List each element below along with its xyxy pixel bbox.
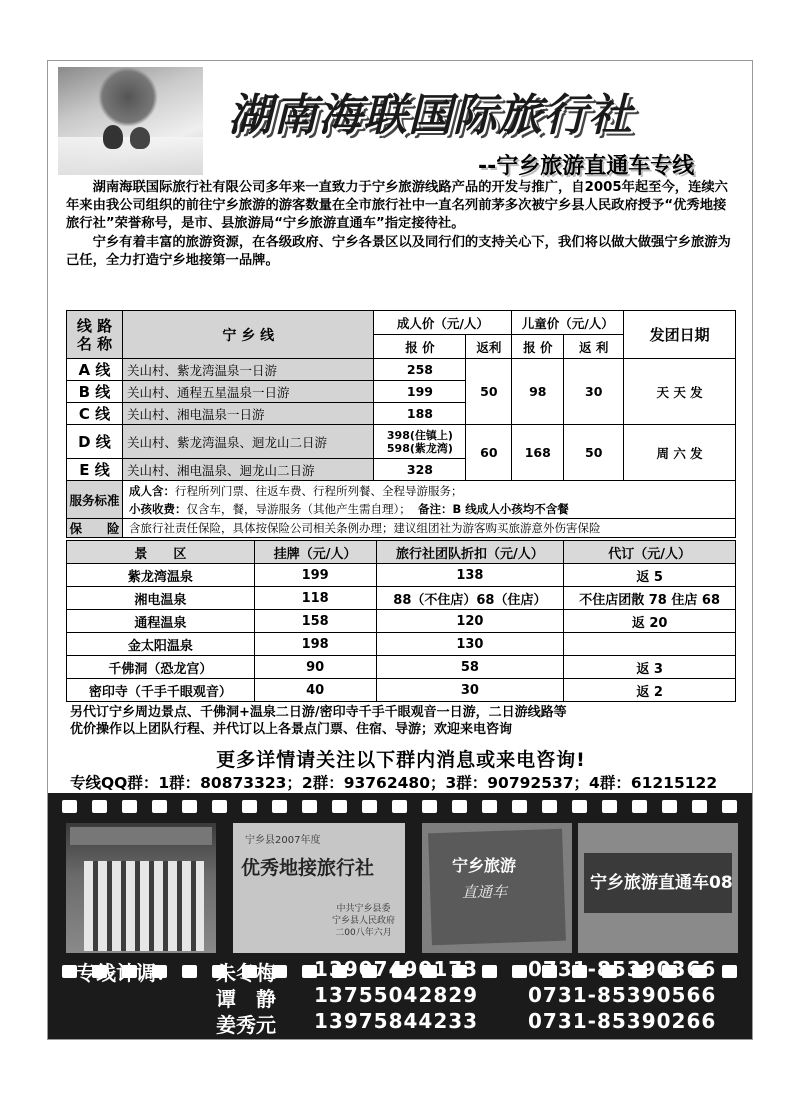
list-price: 118 (254, 587, 376, 610)
group-discount: 30 (376, 679, 564, 702)
group-photo (66, 823, 216, 953)
column-header: 旅行社团队折扣（元/人） (376, 541, 564, 564)
spot-name: 紫龙湾温泉 (67, 564, 255, 587)
table-row (67, 679, 736, 702)
flag-photo (422, 823, 572, 953)
banner-shape (70, 827, 212, 845)
route-name: C 线 (67, 403, 123, 425)
route-description: 关山村、通程五星温泉一日游 (122, 381, 374, 403)
scenic-spot-table (66, 540, 736, 702)
route-name: B 线 (67, 381, 123, 403)
list-price: 198 (254, 633, 376, 656)
group1-child-rebate: 30 (564, 359, 624, 425)
agency-subtitle: --宁乡旅游直通车专线 (478, 154, 695, 179)
flag-text-1: 宁乡旅游 (452, 856, 517, 875)
group2-child-rebate: 50 (564, 425, 624, 481)
group-discount: 138 (376, 564, 564, 587)
booking-rebate: 返 5 (564, 564, 736, 587)
agency-title: 湖南海联国际旅行社 (228, 90, 633, 141)
photo-filmstrip (48, 793, 753, 1040)
booking-rebate (564, 633, 736, 656)
group2-depart: 周 六 发 (624, 425, 736, 481)
route-description: 关山村、紫龙湾温泉一日游 (122, 359, 374, 381)
spot-name: 密印寺（千手千眼观音） (67, 679, 255, 702)
spot-name: 通程温泉 (67, 610, 255, 633)
service-standard-label: 服务标准 (67, 481, 123, 519)
group2-adult-rebate: 60 (466, 425, 512, 481)
list-price: 199 (254, 564, 376, 587)
route-adult-price (374, 425, 466, 459)
price-option-2: 598(紫龙湾) (386, 441, 453, 455)
certificate-signer-1: 中共宁乡县委 (336, 904, 391, 914)
booking-rebate: 返 2 (564, 679, 736, 702)
note-line-2: 优价操作以上团队行程、并代订以上各景点门票、住宿、导游；欢迎来电咨询 (70, 722, 513, 737)
booking-rebate: 返 3 (564, 656, 736, 679)
spot-name: 千佛洞（恐龙宫） (67, 656, 255, 679)
contact-phone: 0731-85390366 (528, 957, 717, 981)
intro-text (66, 179, 736, 270)
route-name: E 线 (67, 459, 123, 481)
qq-group-line: 专线QQ群：1群：80873323；2群：93762480；3群：90792537；4群：61215122 (70, 774, 718, 792)
route-name-header: 线 路 名 称 (67, 311, 123, 359)
flag-text-2: 直通车 (462, 883, 508, 901)
route-adult-price: 188 (374, 403, 466, 425)
contact-name: 谭 静 (216, 987, 276, 1011)
group-discount: 88（不住店）68（住店） (376, 587, 564, 610)
film-perforations-top (62, 800, 752, 814)
booking-rebate: 返 20 (564, 610, 736, 633)
group-discount: 58 (376, 656, 564, 679)
list-price: 158 (254, 610, 376, 633)
group-discount: 120 (376, 610, 564, 633)
adult-price-header: 成人价（元/人） (374, 311, 512, 335)
child-rebate-subheader: 返 利 (564, 335, 624, 359)
service-note-label: 备注： (418, 501, 453, 516)
table-row (67, 633, 736, 656)
intro-paragraph-1: 湖南海联国际旅行社有限公司多年来一直致力于宁乡旅游线路产品的开发与推广，自2005年起至今，连续六年来由我公司组织的前往宁乡旅游的游客数量在全市旅行社中一直名列前茅多次被宁乡县人民政府授予“优秀地接旅行社”荣誉称号，是市、县旅游局“宁乡旅游直通车”指定接待社。 (66, 180, 728, 232)
list-price: 40 (254, 679, 376, 702)
certificate-signer-2: 宁乡县人民政府 (331, 916, 395, 926)
contact-mobile: 13755042829 (314, 983, 479, 1007)
hot-spring-photo (58, 67, 203, 175)
table-row (67, 587, 736, 610)
list-price: 90 (254, 656, 376, 679)
person-shape (103, 125, 123, 149)
route-description: 关山村、湘电温泉、迴龙山二日游 (122, 459, 374, 481)
insurance-text: 含旅行社责任保险，具体按保险公司相关条例办理；建议组团社为游客购买旅游意外伤害保险 (122, 519, 735, 538)
group-discount: 130 (376, 633, 564, 656)
table-row (67, 610, 736, 633)
spot-name: 湘电温泉 (67, 587, 255, 610)
route-price-table (66, 310, 736, 538)
service-standard-text (122, 481, 735, 519)
route-description: 关山村、紫龙湾温泉、迴龙山二日游 (122, 425, 374, 459)
more-info-heading: 更多详情请关注以下群内消息或来电咨询! (216, 749, 586, 771)
service-note-text: B 线成人小孩均不含餐 (452, 501, 569, 516)
certificate-header: 宁乡县2007年度 (245, 835, 321, 846)
insurance-label: 保 险 (67, 519, 123, 538)
contact-mobile: 13907490173 (314, 957, 479, 981)
spot-name: 金太阳温泉 (67, 633, 255, 656)
price-option-1: 398(住镇上) (386, 428, 453, 442)
service-child-text: 仅含车，餐，导游服务（其他产生需自理）； (186, 501, 411, 516)
table-row (67, 564, 736, 587)
people-shape (84, 861, 204, 951)
tree-shape (98, 67, 158, 127)
person-shape (130, 127, 150, 149)
table-row (67, 656, 736, 679)
adult-rebate-subheader: 返利 (466, 335, 512, 359)
child-price-subheader: 报 价 (512, 335, 564, 359)
column-header: 挂牌（元/人） (254, 541, 376, 564)
contact-phone: 0731-85390266 (528, 1009, 717, 1033)
route-adult-price: 199 (374, 381, 466, 403)
certificate-photo (233, 823, 405, 953)
service-child-label: 小孩收费： (128, 501, 187, 516)
route-adult-price: 258 (374, 359, 466, 381)
group2-child-price: 168 (512, 425, 564, 481)
contact-label: 专线计调： (76, 961, 176, 985)
contact-mobile: 13975844233 (314, 1009, 479, 1033)
route-name: D 线 (67, 425, 123, 459)
adult-price-subheader: 报 价 (374, 335, 466, 359)
sign-photo (578, 823, 738, 953)
route-description: 关山村、湘电温泉一日游 (122, 403, 374, 425)
sign-text: 宁乡旅游直通车08 (590, 873, 733, 893)
booking-rebate: 不住店团散 78 住店 68 (564, 587, 736, 610)
additional-services-note (70, 704, 730, 738)
certificate-date: 二00八年六月 (335, 928, 392, 938)
note-line-1: 另代订宁乡周边景点、千佛洞+温泉二日游/密印寺千手千眼观音一日游，二日游线路等 (70, 705, 567, 720)
column-header: 景 区 (67, 541, 255, 564)
contact-phone: 0731-85390566 (528, 983, 717, 1007)
route-name: A 线 (67, 359, 123, 381)
intro-paragraph-2: 宁乡有着丰富的旅游资源，在各级政府、宁乡各景区以及同行们的支持关心下，我们将以做大做强宁乡旅游为己任，全力打造宁乡地接第一品牌。 (66, 234, 731, 268)
service-adult-text: 行程所列门票、往返车费、行程所列餐、全程导游服务； (174, 483, 463, 498)
child-price-header: 儿童价（元/人） (512, 311, 624, 335)
ningxiang-line-header: 宁 乡 线 (122, 311, 374, 359)
service-adult-label: 成人含： (128, 483, 175, 498)
route-adult-price: 328 (374, 459, 466, 481)
contact-name: 朱冬梅 (216, 961, 276, 985)
group1-adult-rebate: 50 (466, 359, 512, 425)
column-header: 代订（元/人） (564, 541, 736, 564)
flyer-page (47, 60, 753, 1040)
certificate-signature (332, 903, 395, 939)
group1-depart: 天 天 发 (624, 359, 736, 425)
contact-name: 姜秀元 (216, 1013, 276, 1037)
certificate-title: 优秀地接旅行社 (241, 857, 375, 879)
group1-child-price: 98 (512, 359, 564, 425)
depart-date-header: 发团日期 (624, 311, 736, 359)
